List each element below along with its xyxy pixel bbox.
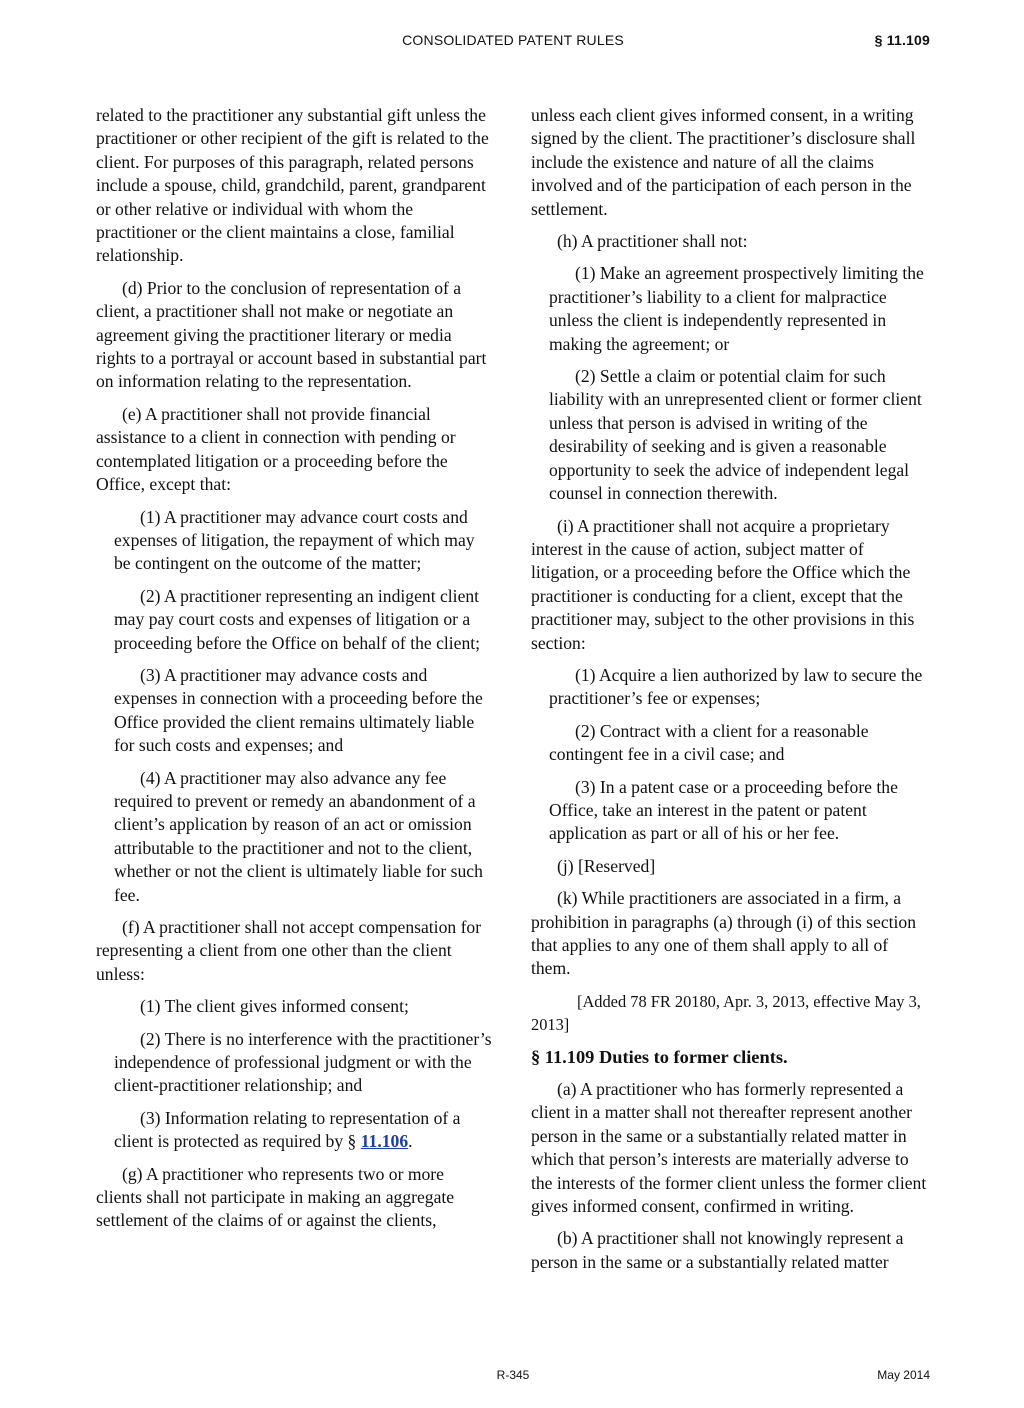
- page-footer: [96, 1368, 930, 1388]
- paragraph-e-2: (2) A practitioner representing an indigent client may pay court costs and expenses of litigation or a proceeding before the Office on behalf of the client;: [114, 585, 481, 653]
- paragraph-f-3: [96, 1107, 494, 1154]
- left-column: [96, 104, 494, 1242]
- paragraph-109-b: (b) A practitioner shall not knowingly represent a person in the same or a substantially related matter: [531, 1228, 904, 1272]
- paragraph-e: (e) A practitioner shall not provide financial assistance to a client in connection with pending or contemplated litigation or a proceeding before the Office, except that:: [96, 403, 456, 495]
- paragraph-e-3: (3) A practitioner may advance costs and expenses in connection with a proceeding before the Office provided the client remains ultimately liable for such costs and expenses; and: [114, 664, 483, 756]
- paragraph-h: (h) A practitioner shall not:: [557, 231, 748, 252]
- paragraph-f-3-end: .: [408, 1131, 413, 1152]
- publication-date: May 2014: [877, 1368, 930, 1382]
- running-header-section: § 11.109: [874, 32, 930, 48]
- paragraph-f-2: (2) There is no interference with the practitioner’s independence of professional judgment or with the client-practitioner relationship; and: [114, 1028, 492, 1096]
- paragraph-e-1: (1) A practitioner may advance court costs and expenses of litigation, the repayment of which may be contingent on the outcome of the matter;: [114, 506, 475, 574]
- paragraph-i-1: (1) Acquire a lien authorized by law to secure the practitioner’s fee or expenses;: [549, 664, 923, 709]
- paragraph-d: (d) Prior to the conclusion of representation of a client, a practitioner shall not make or negotiate an agreement giving the practitioner literary or media rights to a portrayal or account based in substantial part on information relating to the representation.: [96, 277, 487, 392]
- paragraph-h-1: (1) Make an agreement prospectively limiting the practitioner’s liability to a client for malpractice unless the client is independently represented in making the agreement; or: [549, 263, 924, 354]
- paragraph-k: (k) While practitioners are associated in a firm, a prohibition in paragraphs (a) through (i) of this section that applies to any one of them shall apply to all of them.: [531, 888, 917, 979]
- paragraph-g: (g) A practitioner who represents two or more clients shall not participate in making an aggregate settlement of the claims of or against the clients,: [96, 1163, 455, 1231]
- paragraph-j: (j) [Reserved]: [557, 855, 656, 876]
- paragraph-f-3-text: (3) Information relating to representation of a client is protected as required by §: [114, 1107, 461, 1152]
- running-header: [96, 30, 930, 54]
- paragraph-c-continued: related to the practitioner any substantial gift unless the practitioner or other recipient of the gift is related to the client. For purposes of this paragraph, related persons include a spouse, child, grandchild, parent, grandparent or other relative or individual with whom the practitioner or the client maintains a close, familial relationship.: [96, 105, 489, 266]
- section-heading-11-109: § 11.109 Duties to former clients.: [531, 1046, 788, 1067]
- right-column: [531, 104, 929, 1283]
- paragraph-109-a: (a) A practitioner who has formerly represented a client in a matter shall not thereafter represent another person in the same or a substantially related matter in which that person’s interests are materially adverse to the interests of the former client unless the former client gives informed consent, confirmed in writing.: [531, 1079, 927, 1217]
- running-header-title: CONSOLIDATED PATENT RULES: [402, 32, 624, 48]
- paragraph-i-2: (2) Contract with a client for a reasonable contingent fee in a civil case; and: [549, 720, 869, 765]
- paragraph-e-4: (4) A practitioner may also advance any fee required to prevent or remedy an abandonment of a client’s application by reason of an act or omission attributable to the practitioner and not to the client, whether or not the client is ultimately liable for such fee.: [114, 767, 483, 905]
- paragraph-g-continued: unless each client gives informed consent, in a writing signed by the client. The practitioner’s disclosure shall include the existence and nature of all the claims involved and of the participation of each person in the settlement.: [531, 105, 916, 219]
- paragraph-i: (i) A practitioner shall not acquire a proprietary interest in the cause of action, subject matter of litigation, or a proceeding before the Office which the practitioner is conducting for a client, except that the practitioner may, subject to the other provisions in this section:: [531, 515, 915, 653]
- paragraph-i-3: (3) In a patent case or a proceeding before the Office, take an interest in the patent or patent application as part or all of his or her fee.: [549, 776, 898, 844]
- paragraph-h-2: (2) Settle a claim or potential claim for such liability with an unrepresented client or former client unless that person is advised in writing of the desirability of seeking and is given a reasonable opportunity to seek the advice of independent legal counsel in connection therewith.: [549, 366, 922, 504]
- paragraph-f-1: (1) The client gives informed consent;: [140, 996, 409, 1017]
- page-number: R-345: [496, 1368, 530, 1382]
- paragraph-f: (f) A practitioner shall not accept compensation for representing a client from one other than the client unless:: [96, 917, 482, 984]
- section-11-106-link[interactable]: 11.106: [360, 1131, 409, 1152]
- amendment-note: [Added 78 FR 20180, Apr. 3, 2013, effective May 3, 2013]: [531, 991, 921, 1035]
